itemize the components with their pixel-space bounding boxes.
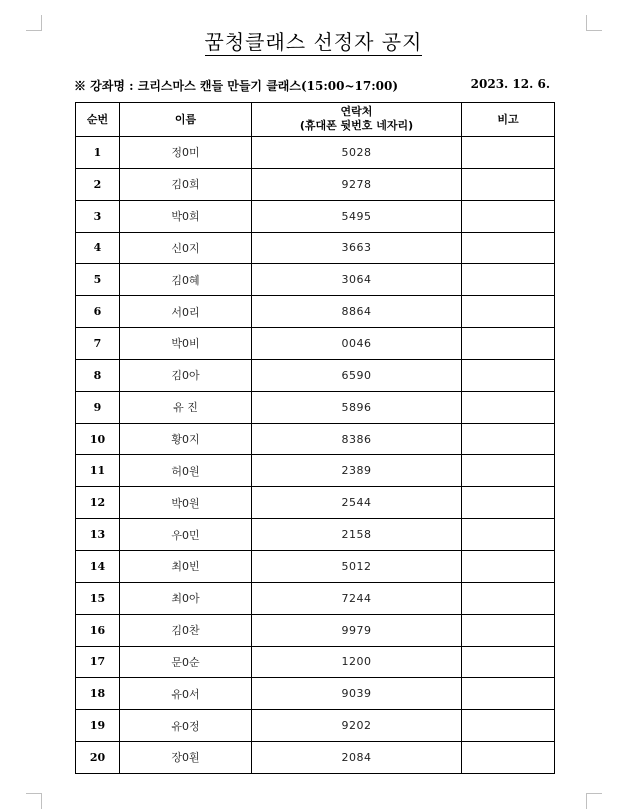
- table-row: [76, 646, 555, 678]
- table-row: [76, 519, 555, 551]
- row-number: 18: [76, 678, 120, 710]
- row-name: 최0아: [120, 582, 252, 614]
- row-number: 5: [76, 264, 120, 296]
- row-number: 20: [76, 742, 120, 774]
- row-name: 박0비: [120, 328, 252, 360]
- row-phone: 9202: [252, 710, 462, 742]
- row-name: 김0아: [120, 359, 252, 391]
- row-phone: 3064: [252, 264, 462, 296]
- row-number: 12: [76, 487, 120, 519]
- row-name: 박0희: [120, 200, 252, 232]
- row-phone: 8386: [252, 423, 462, 455]
- row-phone: 2158: [252, 519, 462, 551]
- row-note: [462, 328, 555, 360]
- row-phone: 1200: [252, 646, 462, 678]
- table-row: [76, 550, 555, 582]
- row-name: 문0순: [120, 646, 252, 678]
- row-phone: 0046: [252, 328, 462, 360]
- row-note: [462, 487, 555, 519]
- row-name: 장0훤: [120, 742, 252, 774]
- row-name: 유 진: [120, 391, 252, 423]
- row-note: [462, 391, 555, 423]
- row-phone: 6590: [252, 359, 462, 391]
- row-note: [462, 264, 555, 296]
- row-note: [462, 423, 555, 455]
- table-row: [76, 582, 555, 614]
- document-title-text: 꿈청클래스 선정자 공지: [204, 30, 423, 54]
- row-note: [462, 455, 555, 487]
- row-note: [462, 678, 555, 710]
- row-number: 8: [76, 359, 120, 391]
- row-note: [462, 296, 555, 328]
- table-row: [76, 137, 555, 169]
- row-number: 4: [76, 232, 120, 264]
- row-name: 유0정: [120, 710, 252, 742]
- table-row: [76, 200, 555, 232]
- row-phone: 5896: [252, 391, 462, 423]
- row-note: [462, 742, 555, 774]
- row-number: 6: [76, 296, 120, 328]
- row-name: 유0서: [120, 678, 252, 710]
- row-name: 김0혜: [120, 264, 252, 296]
- row-note: [462, 137, 555, 169]
- row-number: 13: [76, 519, 120, 551]
- row-number: 3: [76, 200, 120, 232]
- row-number: 9: [76, 391, 120, 423]
- row-note: [462, 200, 555, 232]
- header-name: 이름: [120, 103, 252, 137]
- row-name: 우0민: [120, 519, 252, 551]
- row-phone: 2544: [252, 487, 462, 519]
- table-row: [76, 614, 555, 646]
- row-number: 1: [76, 137, 120, 169]
- row-phone: 2084: [252, 742, 462, 774]
- row-note: [462, 359, 555, 391]
- table-row: [76, 168, 555, 200]
- row-number: 17: [76, 646, 120, 678]
- row-number: 11: [76, 455, 120, 487]
- table-row: [76, 296, 555, 328]
- header-note: 비고: [462, 103, 555, 137]
- course-info: ※ 강좌명 : 크리스마스 캔들 만들기 클래스(15:00~17:00): [74, 79, 399, 93]
- table-row: [76, 710, 555, 742]
- row-name: 허0원: [120, 455, 252, 487]
- row-name: 김0찬: [120, 614, 252, 646]
- table-row: [76, 359, 555, 391]
- table-row: [76, 264, 555, 296]
- row-name: 박0원: [120, 487, 252, 519]
- row-phone: 9039: [252, 678, 462, 710]
- header-contact-line1: 연락처: [340, 105, 373, 118]
- table-row: [76, 232, 555, 264]
- row-phone: 5495: [252, 200, 462, 232]
- selection-table: [75, 102, 555, 774]
- row-name: 최0빈: [120, 550, 252, 582]
- table-row: [76, 328, 555, 360]
- header-no: 순번: [76, 103, 120, 137]
- row-number: 10: [76, 423, 120, 455]
- row-number: 15: [76, 582, 120, 614]
- row-name: 정0미: [120, 137, 252, 169]
- row-phone: 9979: [252, 614, 462, 646]
- row-name: 신0지: [120, 232, 252, 264]
- row-phone: 5028: [252, 137, 462, 169]
- row-phone: 2389: [252, 455, 462, 487]
- row-phone: 8864: [252, 296, 462, 328]
- table-row: [76, 391, 555, 423]
- row-note: [462, 646, 555, 678]
- row-note: [462, 582, 555, 614]
- table-row: [76, 423, 555, 455]
- table-row: [76, 487, 555, 519]
- row-phone: 7244: [252, 582, 462, 614]
- header-contact: [252, 103, 462, 137]
- row-number: 2: [76, 168, 120, 200]
- table-row: [76, 742, 555, 774]
- row-note: [462, 519, 555, 551]
- row-number: 7: [76, 328, 120, 360]
- row-number: 14: [76, 550, 120, 582]
- table-row: [76, 455, 555, 487]
- row-phone: 9278: [252, 168, 462, 200]
- header-contact-line2: (휴대폰 뒷번호 네자리): [299, 119, 414, 132]
- notice-date: 2023. 12. 6.: [470, 77, 550, 91]
- row-note: [462, 710, 555, 742]
- document-title: [0, 26, 627, 55]
- row-note: [462, 168, 555, 200]
- row-phone: 5012: [252, 550, 462, 582]
- row-note: [462, 550, 555, 582]
- row-note: [462, 232, 555, 264]
- row-name: 김0희: [120, 168, 252, 200]
- row-number: 19: [76, 710, 120, 742]
- table-header-row: [76, 103, 555, 137]
- row-name: 황0지: [120, 423, 252, 455]
- row-note: [462, 614, 555, 646]
- row-name: 서0리: [120, 296, 252, 328]
- table-row: [76, 678, 555, 710]
- row-phone: 3663: [252, 232, 462, 264]
- row-number: 16: [76, 614, 120, 646]
